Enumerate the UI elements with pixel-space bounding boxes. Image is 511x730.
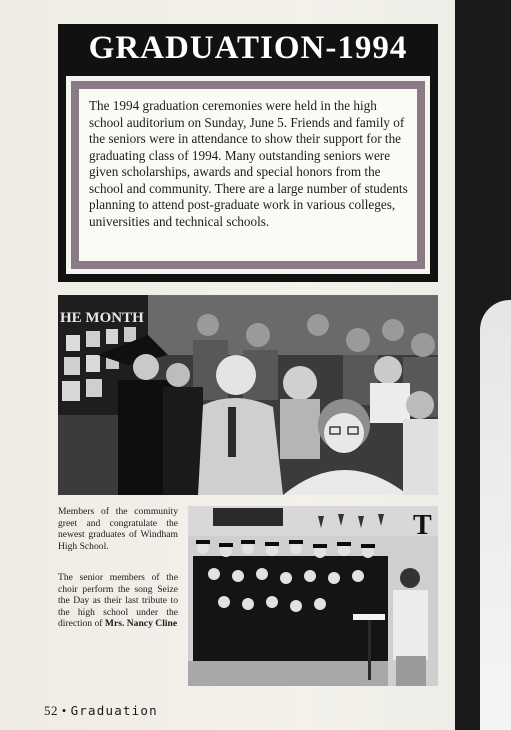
- caption-community: [58, 506, 178, 552]
- photo-sign-text: HE MONTH: [60, 310, 144, 326]
- caption-choir: [58, 572, 178, 630]
- page-number: 52: [44, 703, 58, 718]
- intro-paragraph: The 1994 graduation ceremonies were held in the high school auditorium on Sunday, June 5. Friends and family of the seniors were in attendance to show their support for the graduating class of 1994. Many outstanding seniors were given scholarships, awards and special honors from the school and community. There are a large number of students planning to attend post-graduate work in various colleges, universities and technical schools.: [89, 98, 408, 229]
- intro-box: [79, 89, 417, 261]
- page-title: GRADUATION-1994: [88, 30, 408, 66]
- section-name: Graduation: [70, 703, 158, 718]
- photo-community-greeting: [58, 295, 438, 495]
- caption-community-text: Members of the community greet and congratulate the newest graduates of Windham High School.: [58, 506, 178, 552]
- page-footer: [44, 703, 158, 719]
- caption-choir-text: The senior members of the choir perform the song Seize the Day as their last tribute to the high school under the direction of: [58, 572, 178, 630]
- caption-choir-director: Mrs. Nancy Cline: [104, 618, 178, 630]
- photo-banner-text: T: [413, 510, 432, 541]
- title-panel: [58, 24, 438, 282]
- photo-choir: [188, 506, 438, 686]
- footer-bullet: •: [61, 703, 67, 718]
- facing-page-photo-edge: [480, 300, 511, 730]
- intro-frame-border: [71, 81, 425, 269]
- intro-frame: [66, 76, 430, 274]
